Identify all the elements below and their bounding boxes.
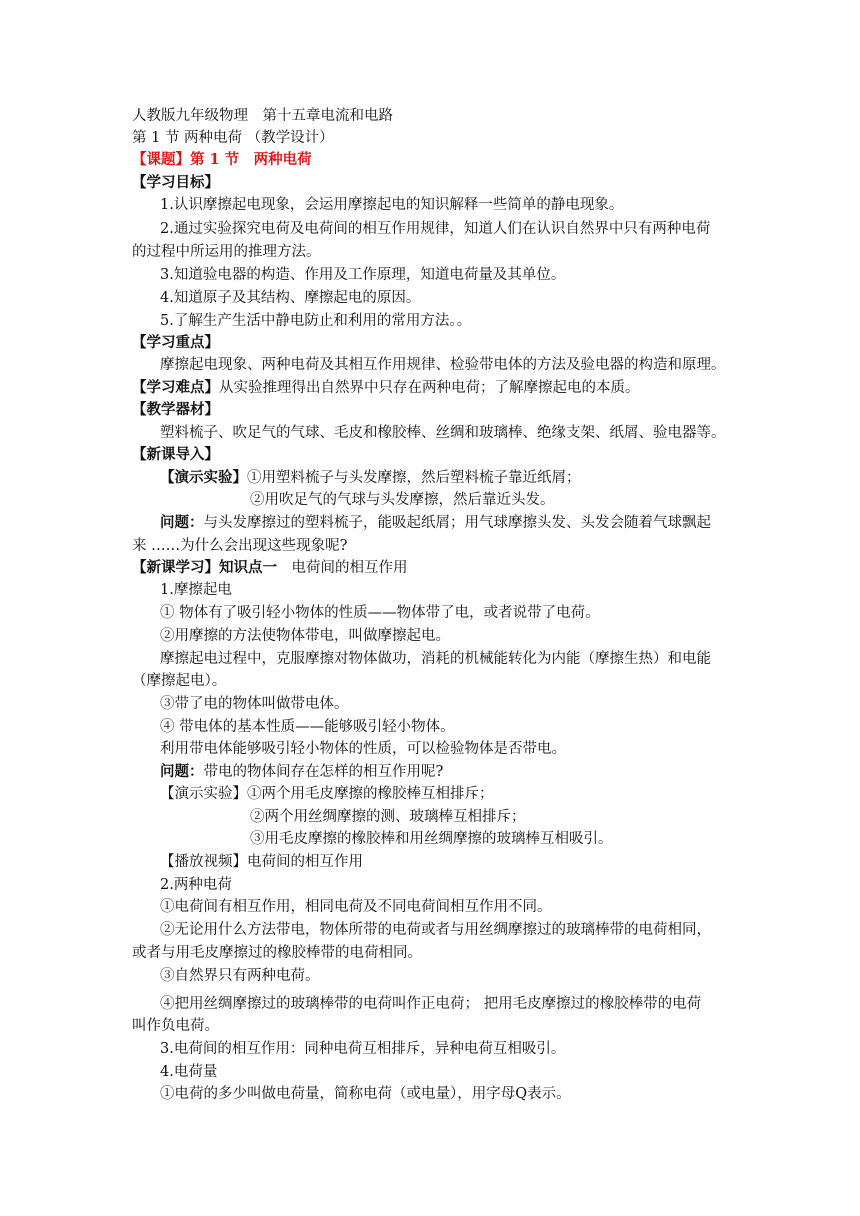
- header-line-1: 人教版九年级物理 第十五章电流和电路: [132, 108, 393, 124]
- video-line: [160, 852, 764, 872]
- intro-demo-1: ①用塑料梳子与头发摩擦，然后塑料梳子靠近纸屑；: [247, 470, 581, 486]
- intro-question-label: 问题：: [160, 514, 204, 531]
- objective-3: 3.知道验电器的构造、作用及工作原理，知道电荷量及其单位。: [160, 267, 566, 283]
- keypoints-text: 摩擦起电现象、两种电荷及其相互作用规律、检验带电体的方法及验电器的构造和原理。: [160, 357, 726, 373]
- study-question-text: 带电的物体间存在怎样的相互作用呢?: [203, 764, 444, 780]
- knowledge-point-title: 电荷间的相互作用: [277, 560, 408, 576]
- knowledge-point-label: 知识点一: [219, 559, 277, 576]
- intro-question-cont: 来 ……为什么会出现这些现象呢?: [132, 538, 348, 554]
- section-4-title: 4.电荷量: [160, 1064, 218, 1080]
- video-label: 【播放视频】: [160, 854, 247, 870]
- video-text: 电荷间的相互作用: [247, 854, 363, 870]
- study-heading-line: [132, 558, 736, 578]
- difficulty-line: [132, 378, 736, 398]
- objective-5: 5.了解生产生活中静电防止和利用的常用方法。。: [160, 313, 472, 329]
- section-2-item-2: ②无论用什么方法带电，物体所带的电荷或者与用丝绸摩擦过的玻璃棒带的电荷相同，: [160, 922, 711, 938]
- objective-2-cont: 的过程中所运用的推理方法。: [132, 244, 321, 260]
- section-1-item-4: ④ 带电体的基本性质——能够吸引轻小物体。: [160, 719, 455, 735]
- topic-title: 【课题】第 1 节 两种电荷: [132, 151, 312, 168]
- materials-text: 塑料梳子、吹足气的气球、毛皮和橡胶棒、丝绸和玻璃棒、绝缘支架、纸屑、验电器等。: [160, 425, 726, 441]
- intro-question-line: [160, 513, 764, 533]
- intro-question-text: 与头发摩擦过的塑料梳子，能吸起纸屑；用气球摩擦头发、头发会随着气球飘起: [203, 515, 711, 531]
- section-2-item-4-cont: 叫作负电荷。: [132, 1018, 219, 1034]
- intro-demo-line: [160, 468, 764, 488]
- section-1-item-2: ②用摩擦的方法使物体带电，叫做摩擦起电。: [160, 628, 450, 644]
- section-1-item-3: ③带了电的物体叫做带电体。: [160, 696, 349, 712]
- objectives-heading: 【学习目标】: [132, 174, 219, 191]
- section-2-title: 2.两种电荷: [160, 877, 232, 893]
- materials-heading: 【教学器材】: [132, 401, 219, 418]
- objective-1: 1.认识摩擦起电现象，会运用摩擦起电的知识解释一些简单的静电现象。: [160, 197, 624, 213]
- study-demo-1: ①两个用毛皮摩擦的橡胶棒互相排斥；: [247, 786, 494, 802]
- section-2-item-2-cont: 或者与用毛皮摩擦过的橡胶棒带的电荷相同。: [132, 945, 422, 961]
- study-demo-2: ②两个用丝绸摩擦的测、玻璃棒互相排斥；: [250, 809, 526, 825]
- study-demo-3: ③用毛皮摩擦的橡胶棒和用丝绸摩擦的玻璃棒互相吸引。: [250, 831, 613, 847]
- section-2-item-1: ①电荷间有相互作用，相同电荷及不同电荷间相互作用不同。: [160, 899, 552, 915]
- study-heading: 【新课学习】: [132, 559, 219, 576]
- keypoints-heading: 【学习重点】: [132, 334, 219, 351]
- section-2-item-3: ③自然界只有两种电荷。: [160, 968, 320, 984]
- intro-demo-label: 【演示实验】: [160, 469, 247, 486]
- intro-heading: 【新课导入】: [132, 446, 219, 463]
- study-demo-label: 【演示实验】: [160, 786, 247, 802]
- section-2-item-4: ④把用丝绸摩擦过的玻璃棒带的电荷叫作正电荷； 把用毛皮摩擦过的橡胶棒带的电荷: [160, 996, 702, 1012]
- section-1-para-1: 摩擦起电过程中，克服摩擦对物体做功，消耗的机械能转化为内能（摩擦生热）和电能: [160, 651, 711, 667]
- section-3-text: 3.电荷间的相互作用：同种电荷互相排斥，异种电荷互相吸引。: [160, 1041, 566, 1057]
- study-question-line: [160, 762, 764, 782]
- section-1-title: 1.摩擦起电: [160, 582, 232, 598]
- section-1-item-1: ① 物体有了吸引轻小物体的性质——物体带了电，或者说带了电荷。: [160, 605, 600, 621]
- header-line-2: 第 1 节 两种电荷 （教学设计）: [132, 130, 334, 146]
- section-1-para-1-cont: （摩擦起电）。: [132, 673, 227, 689]
- section-1-para-2: 利用带电体能够吸引轻小物体的性质，可以检验物体是否带电。: [160, 741, 566, 757]
- intro-demo-2: ②用吹足气的气球与头发摩擦，然后靠近头发。: [250, 492, 555, 508]
- difficulty-text: 从实验推理得出自然界中只存在两种电荷；了解摩擦起电的本质。: [219, 380, 640, 396]
- study-question-label: 问题：: [160, 763, 204, 780]
- objective-2: 2.通过实验探究电荷及电荷间的相互作用规律，知道人们在认识自然界中只有两种电荷: [160, 221, 711, 237]
- section-4-item-1: ①电荷的多少叫做电荷量，简称电荷（或电量），用字母Q表示。: [160, 1086, 571, 1102]
- objective-4: 4.知道原子及其结构、摩擦起电的原因。: [160, 290, 421, 306]
- study-demo-line: [160, 784, 764, 804]
- difficulty-heading: 【学习难点】: [132, 379, 219, 396]
